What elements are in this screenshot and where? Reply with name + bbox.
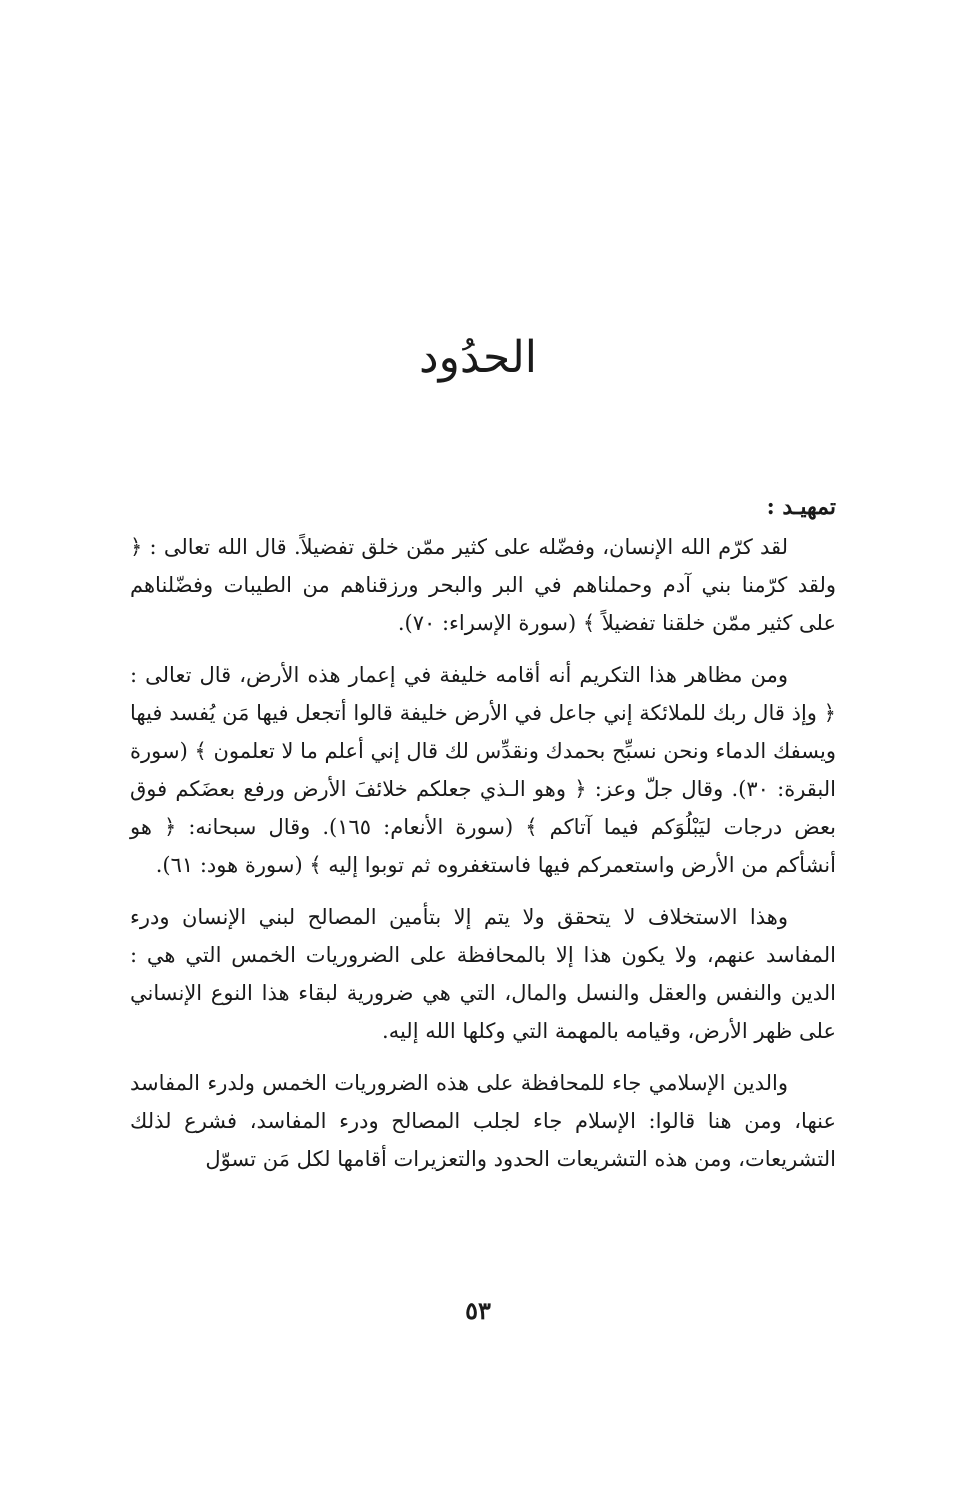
paragraph-1: لقد كرّم الله الإنسان، وفضّله على كثير ممّن خلق تفضيلاً. قال الله تعالى : ﴿ ولقد كرّمنا بني آدم وحملناهم في البر والبحر ورزقناهم من الطيبات وفضّلناهم على كثير ممّن خلقنا تفضيلاً ﴾ (سورة الإسراء: ٧٠). (130, 535, 836, 635)
paragraph-3: وهذا الاستخلاف لا يتحقق ولا يتم إلا بتأمين المصالح لبني الإنسان ودرء المفاسد عنهم، ولا يكون هذا إلا بالمحافظة على الضروريات الخمس التي هي : الدين والنفس والعقل والنسل والمال، التي هي ضرورية لبقاء هذا النوع الإنساني على ظهر الأرض، وقيامه بالمهمة التي وكلها الله إليه. (130, 905, 836, 1043)
chapter-title: الحدُود (419, 332, 537, 383)
section-heading: تمهيـد : (766, 494, 836, 520)
paragraph-2: ومن مظاهر هذا التكريم أنه أقامه خليفة في إعمار هذه الأرض، قال تعالى : ﴿ وإذ قال ربك للملائكة إني جاعل في الأرض خليفة قالوا أتجعل فيها مَن يُفسد فيها ويسفك الدماء ونحن نسبِّح بحمدك ونقدِّس لك قال إني أعلم ما لا تعلمون ﴾ (سورة البقرة: ٣٠). وقال جلّ وعز: ﴿ وهو الـذي جعلكم خلائفَ الأرض ورفع بعضَكم فوق بعض درجات ليَبْلُوَكم فيما آتاكم ﴾ (سورة الأنعام: ١٦٥). وقال سبحانه: ﴿ هو أنشأكم من الأرض واستعمركم فيها فاستغفروه ثم توبوا إليه ﴾ (سورة هود: ٦١). (130, 663, 836, 877)
paragraph-4: والدين الإسلامي جاء للمحافظة على هذه الضروريات الخمس ولدرء المفاسد عنها، ومن هنا قالوا: الإسلام جاء لجلب المصالح ودرء المفاسد، فشرع لذلك التشريعات، ومن هذه التشريعات الحدود والتعزيرات أقامها لكل مَن تسوّل (130, 1071, 836, 1171)
page-number: ٥٣ (465, 1296, 491, 1325)
page-body (130, 488, 836, 1192)
